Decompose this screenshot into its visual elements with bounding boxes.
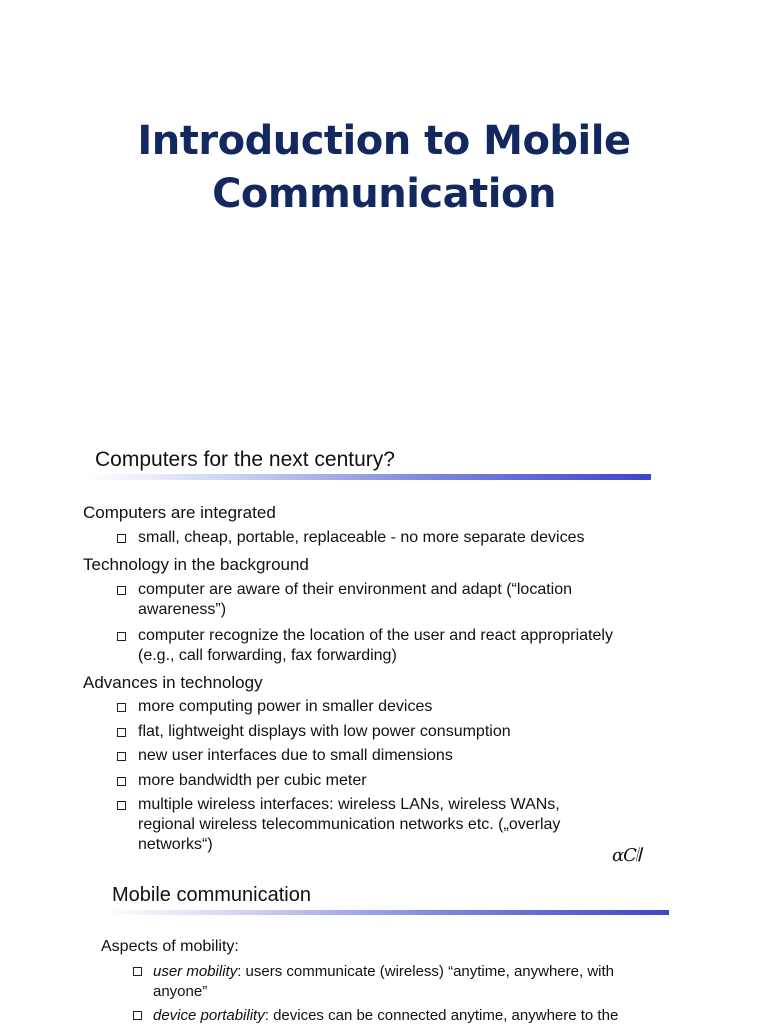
checkbox-bullet-icon: [133, 1011, 142, 1020]
checkbox-bullet-icon: [117, 801, 126, 810]
aspects-of-mobility-label: Aspects of mobility:: [101, 938, 239, 955]
checkbox-bullet-icon: [133, 967, 142, 976]
topic-technology-background: Technology in the background: [83, 555, 309, 574]
slide-heading: Computers for the next century?: [95, 448, 395, 471]
checkbox-bullet-icon: [117, 586, 126, 595]
checkbox-bullet-icon: [117, 632, 126, 641]
slide-heading: Mobile communication: [112, 884, 311, 906]
checkbox-bullet-icon: [117, 752, 126, 761]
heading-rule: [88, 474, 651, 480]
checkbox-bullet-icon: [117, 703, 126, 712]
checkbox-bullet-icon: [117, 777, 126, 786]
topic-computers-integrated: Computers are integrated: [83, 503, 276, 522]
checkbox-bullet-icon: [117, 534, 126, 543]
title-line-2: Communication: [212, 171, 556, 217]
checkbox-bullet-icon: [117, 728, 126, 737]
bullet-term: device portability: [153, 1007, 265, 1024]
title-line-1: Introduction to Mobile: [137, 118, 631, 164]
topic-advances-technology: Advances in technology: [83, 673, 263, 692]
heading-rule: [104, 910, 669, 915]
bullet-term: user mobility: [153, 963, 238, 980]
slide-logo: ɑC𝄂: [612, 845, 639, 866]
document-title: [0, 115, 768, 221]
